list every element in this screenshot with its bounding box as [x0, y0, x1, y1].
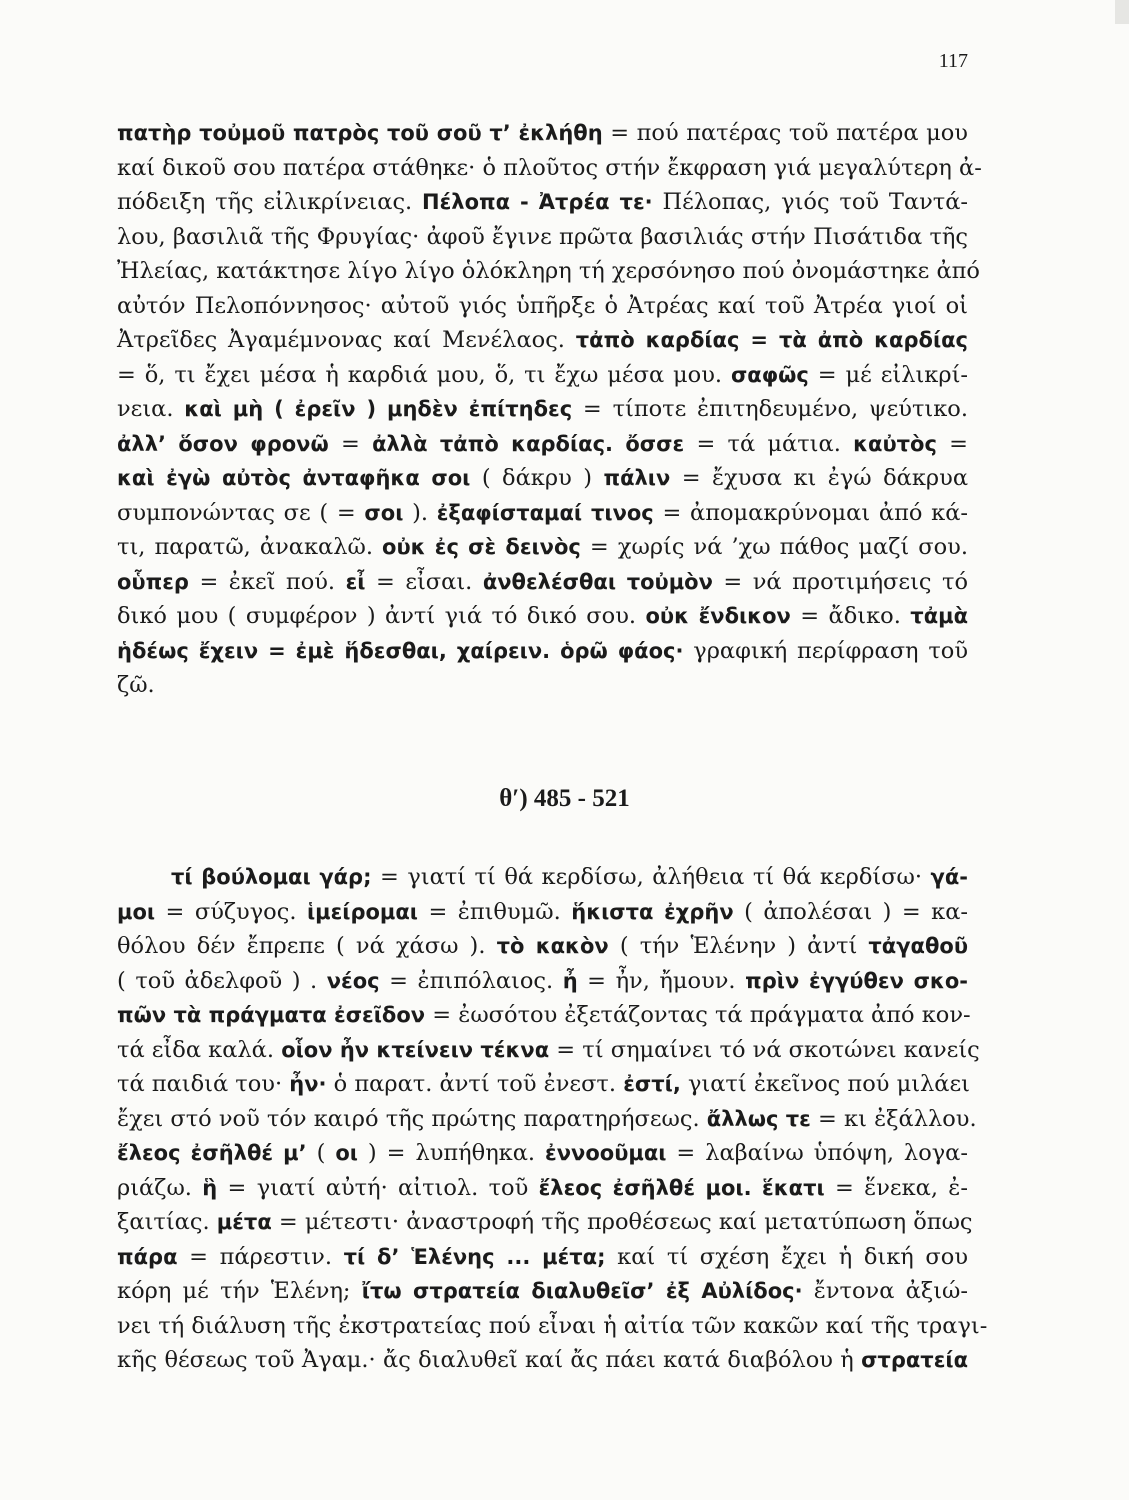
headword: πρὶν ἐγγύθεν σκο-: [745, 968, 968, 993]
headword: ἦ: [562, 968, 578, 993]
headword: οὐκ ἐς σὲ δεινὸς: [382, 535, 581, 559]
gloss-text: τά παιδιά του·: [117, 1071, 290, 1097]
gloss-text: = ἀπομακρύνομαι ἀπό κά-: [653, 499, 968, 526]
gloss-text: καί τί σχέση ἔχει ἡ δική σου: [605, 1243, 969, 1270]
text-line: [117, 998, 971, 1033]
text-line: [117, 1274, 968, 1309]
gloss-text: = λαβαίνω ὑπόψη, λογα-: [666, 1140, 968, 1166]
gloss-text: λου, βασιλιᾶ τῆς Φρυγίας· ἀφοῦ ἔγινε πρῶτα βασιλιάς στήν Πισάτιδα τῆς: [117, 223, 968, 250]
text-line: [117, 116, 968, 151]
gloss-text: = μέτεστι· ἀναστροφή τῆς προθέσεως καί μετατύπωση ὅπως: [271, 1209, 973, 1235]
headword: γά-: [930, 865, 968, 889]
headword: ἱμείρομαι: [306, 899, 418, 924]
text-line: [117, 1033, 980, 1068]
gloss-text: = κι ἐξάλλου.: [810, 1105, 977, 1132]
gloss-text: ) = λυπήθηκα.: [357, 1140, 546, 1166]
text-line: [117, 1343, 968, 1378]
gloss-text: ( τοῦ ἀδελφοῦ ) .: [117, 967, 327, 994]
gloss-text: = πάρεστιν.: [177, 1243, 344, 1270]
gloss-text: ( τήν Ἑλένην ) ἀντί: [608, 933, 869, 959]
text-line: [117, 599, 968, 634]
headword: ἣ: [202, 1175, 218, 1200]
headword: πῶν τὰ πράγματα ἐσεῖδον: [117, 1003, 426, 1027]
headword: σοι: [364, 500, 404, 525]
gloss-text: Ἀτρεῖδες Ἀγαμέμνονας καί Μενέλαος.: [117, 327, 576, 353]
gloss-text: ( ἀπολέσαι ) = κα-: [733, 898, 968, 925]
headword: ἐξαφίσταμαί τινος: [436, 500, 654, 525]
headword: σαφῶς: [730, 362, 809, 387]
gloss-text: = σύζυγος.: [155, 898, 307, 925]
headword: πάλιν: [603, 466, 671, 490]
gloss-text: = ἐωσότου ἐξετάζοντας τά πράγματα ἀπό κον-: [425, 1002, 971, 1028]
gloss-text: ριάζω.: [117, 1174, 203, 1201]
text-line: [117, 860, 968, 895]
text-line: [117, 634, 968, 669]
gloss-text: ζῶ.: [117, 672, 155, 698]
gloss-text: = μέ εἰλικρί-: [808, 361, 968, 388]
headword: πατὴρ τοὐμοῦ πατρὸς τοῦ σοῦ τ’ ἐκλήθη: [117, 121, 603, 145]
gloss-text: ἔχει στό νοῦ τόν καιρό τῆς πρώτης παρατηρήσεως.: [117, 1105, 707, 1132]
headword: ἄλλως τε: [706, 1106, 811, 1131]
gloss-text: δικό μου ( συμφέρον ) ἀντί γιά τό δικό σου.: [117, 603, 646, 629]
text-line: [117, 220, 968, 255]
text-line: [117, 392, 968, 427]
headword: μέτα: [216, 1210, 272, 1234]
headword: ἐννοοῦμαι: [545, 1141, 667, 1165]
text-line: [117, 1309, 988, 1344]
gloss-text: τά εἶδα καλά.: [117, 1036, 282, 1063]
gloss-text: = πού πατέρας τοῦ πατέρα μου: [602, 120, 968, 146]
headword: ἥκιστα ἐχρῆν: [571, 899, 734, 924]
gloss-text: = ἕνεκα, ἐ-: [824, 1174, 968, 1201]
text-line: [117, 530, 968, 565]
headword: ἐστί,: [623, 1072, 681, 1096]
gloss-text: = ἐκεῖ πού.: [188, 568, 346, 595]
headword: τί δ’ Ἑλένης ... μέτα;: [343, 1244, 606, 1269]
headword: ἀλλὰ τἀπὸ καρδίας. ὄσσε: [372, 431, 685, 456]
headword: καὶ μὴ ( ἐρεῖν ) μηδὲν ἐπίτηδες: [184, 397, 573, 421]
text-line: [117, 1067, 968, 1102]
gloss-text: = τίποτε ἐπιτηδευμένο, ψεύτικο.: [572, 396, 968, 422]
headword: Πέλοπα - Ἀτρέα τε·: [422, 190, 653, 214]
gloss-text: θόλου δέν ἔπρεπε ( νά χάσω ).: [117, 933, 497, 959]
gloss-text: ( δάκρυ ): [470, 465, 604, 491]
gloss-text: = ἐπιθυμῶ.: [417, 898, 572, 925]
gloss-text: γραφική περίφραση τοῦ: [683, 637, 968, 664]
gloss-text: γιατί ἐκεῖνος πού μιλάει: [680, 1071, 970, 1097]
headword: νέος: [326, 968, 380, 993]
gloss-text: = τί σημαίνει τό νά σκοτώνει κανείς: [549, 1036, 980, 1063]
text-line: [117, 929, 968, 964]
gloss-text: (: [306, 1140, 336, 1166]
headword: τί βούλομαι γάρ;: [171, 865, 372, 889]
commentary-block-1: [117, 116, 982, 703]
gloss-text: =: [328, 430, 373, 457]
gloss-text: ξαιτίας.: [117, 1209, 217, 1235]
page-number: 117: [938, 50, 968, 72]
headword: οὐκ ἔνδικον: [645, 604, 791, 628]
text-line: [117, 289, 968, 324]
headword: ἔλεος ἐσῆλθέ μ’: [117, 1141, 307, 1165]
headword: τἀμὰ: [910, 604, 969, 628]
headword: ἦν·: [289, 1072, 327, 1096]
gloss-text: ὁ παρατ. ἀντί τοῦ ἐνεστ.: [326, 1071, 624, 1097]
headword: ἴτω στρατεία διαλυθεῖσ’ ἐξ Αὐλίδος·: [361, 1279, 803, 1303]
headword: εἶ: [345, 569, 366, 594]
text-line: [117, 185, 968, 220]
text-line: [117, 565, 968, 600]
headword: μοι: [117, 899, 156, 924]
gloss-text: = ἔχυσα κι ἐγώ δάκρυα: [670, 465, 969, 491]
gloss-text: νεια.: [117, 396, 185, 422]
headword: οι: [335, 1141, 358, 1165]
gloss-text: = ἄδικο.: [790, 603, 911, 629]
text-line: [117, 668, 968, 703]
gloss-text: κόρη μέ τήν Ἑλένη;: [117, 1278, 362, 1304]
page-corner-mark: [1115, 0, 1129, 24]
gloss-text: = εἶσαι.: [365, 568, 483, 595]
text-line: [117, 964, 968, 999]
gloss-text: ἔντονα ἀξιώ-: [802, 1278, 969, 1304]
text-line: [117, 254, 980, 289]
gloss-text: κῆς θέσεως τοῦ Ἀγαμ.· ἄς διαλυθεῖ καί ἄς πάει κατά διαβόλου ἡ: [117, 1347, 862, 1373]
headword: καὶ ἐγὼ αὐτὸς ἀνταφῆκα σοι: [117, 466, 471, 490]
commentary-block-2: [117, 860, 988, 1378]
headword: ἔλεος ἐσῆλθέ μοι. ἕκατι: [538, 1175, 825, 1200]
text-line: [117, 1102, 977, 1137]
text-line: [117, 1205, 973, 1240]
headword: οἷον ἦν κτείνειν τέκνα: [281, 1037, 550, 1062]
headword: καὐτὸς: [853, 431, 937, 456]
gloss-text: αὐτόν Πελοπόννησος· αὐτοῦ γιός ὑπῆρξε ὁ Ἀτρέας καί τοῦ Ἀτρέα γιοί οἱ: [117, 292, 968, 319]
text-line: [117, 1171, 968, 1206]
gloss-text: = γιατί τί θά κερδίσω, ἀλήθεια τί θά κερδίσω·: [371, 864, 931, 890]
headword: πάρα: [117, 1244, 178, 1269]
headword: οὗπερ: [117, 569, 189, 594]
text-line: [117, 1240, 968, 1275]
text-line: [117, 496, 968, 531]
headword: τὸ κακὸν: [496, 934, 609, 958]
gloss-text: = τά μάτια.: [684, 430, 854, 457]
gloss-text: νει τή διάλυση τῆς ἐκστρατείας πού εἶναι ἡ αἰτία τῶν κακῶν καί τῆς τραγι-: [117, 1312, 988, 1339]
headword: τἀπὸ καρδίας = τὰ ἀπὸ καρδίας: [575, 328, 969, 352]
headword: ἡδέως ἔχειν = ἐμὲ ἥδεσθαι, χαίρειν. ὁρῶ φάος·: [117, 638, 684, 663]
gloss-text: ).: [403, 499, 437, 526]
gloss-text: τι, παρατῶ, ἀνακαλῶ.: [117, 534, 383, 560]
gloss-text: = γιατί αὐτή· αἰτιολ. τοῦ: [217, 1174, 539, 1201]
gloss-text: Ἠλείας, κατάκτησε λίγο λίγο ὁλόκληρη τή χερσόνησο πού ὀνομάστηκε ἀπό: [117, 258, 980, 284]
text-line: [117, 151, 982, 186]
gloss-text: καί δικοῦ σου πατέρα στάθηκε· ὁ πλοῦτος στήν ἔκφραση γιά μεγαλύτερη ἀ-: [117, 154, 982, 181]
headword: τἀγαθοῦ: [868, 934, 969, 958]
text-line: [117, 358, 968, 393]
headword: ἀλλ’ ὅσον φρονῶ: [117, 431, 329, 456]
gloss-text: συμπονώντας σε ( =: [117, 499, 365, 526]
text-line: [117, 427, 968, 462]
text-line: [117, 323, 968, 358]
gloss-text: Πέλοπας, γιός τοῦ Ταντά-: [652, 189, 969, 215]
gloss-text: πόδειξη τῆς εἰλικρίνειας.: [117, 189, 423, 215]
text-line: [117, 895, 968, 930]
text-line: [117, 461, 968, 496]
headword: ἀνθελέσθαι τοὐμὸν: [482, 569, 713, 594]
gloss-text: = ἦν, ἤμουν.: [577, 967, 746, 994]
gloss-text: = ὅ, τι ἔχει μέσα ἡ καρδιά μου, ὅ, τι ἔχω μέσα μου.: [117, 361, 731, 388]
gloss-text: = χωρίς νά ’χω πάθος μαζί σου.: [580, 534, 969, 560]
gloss-text: =: [936, 430, 968, 457]
text-line: [117, 1136, 968, 1171]
gloss-text: = νά προτιμήσεις τό: [712, 568, 968, 595]
headword: στρατεία: [861, 1348, 968, 1372]
section-heading: θ′) 485 - 521: [499, 785, 630, 812]
gloss-text: = ἐπιπόλαιος.: [379, 967, 563, 994]
